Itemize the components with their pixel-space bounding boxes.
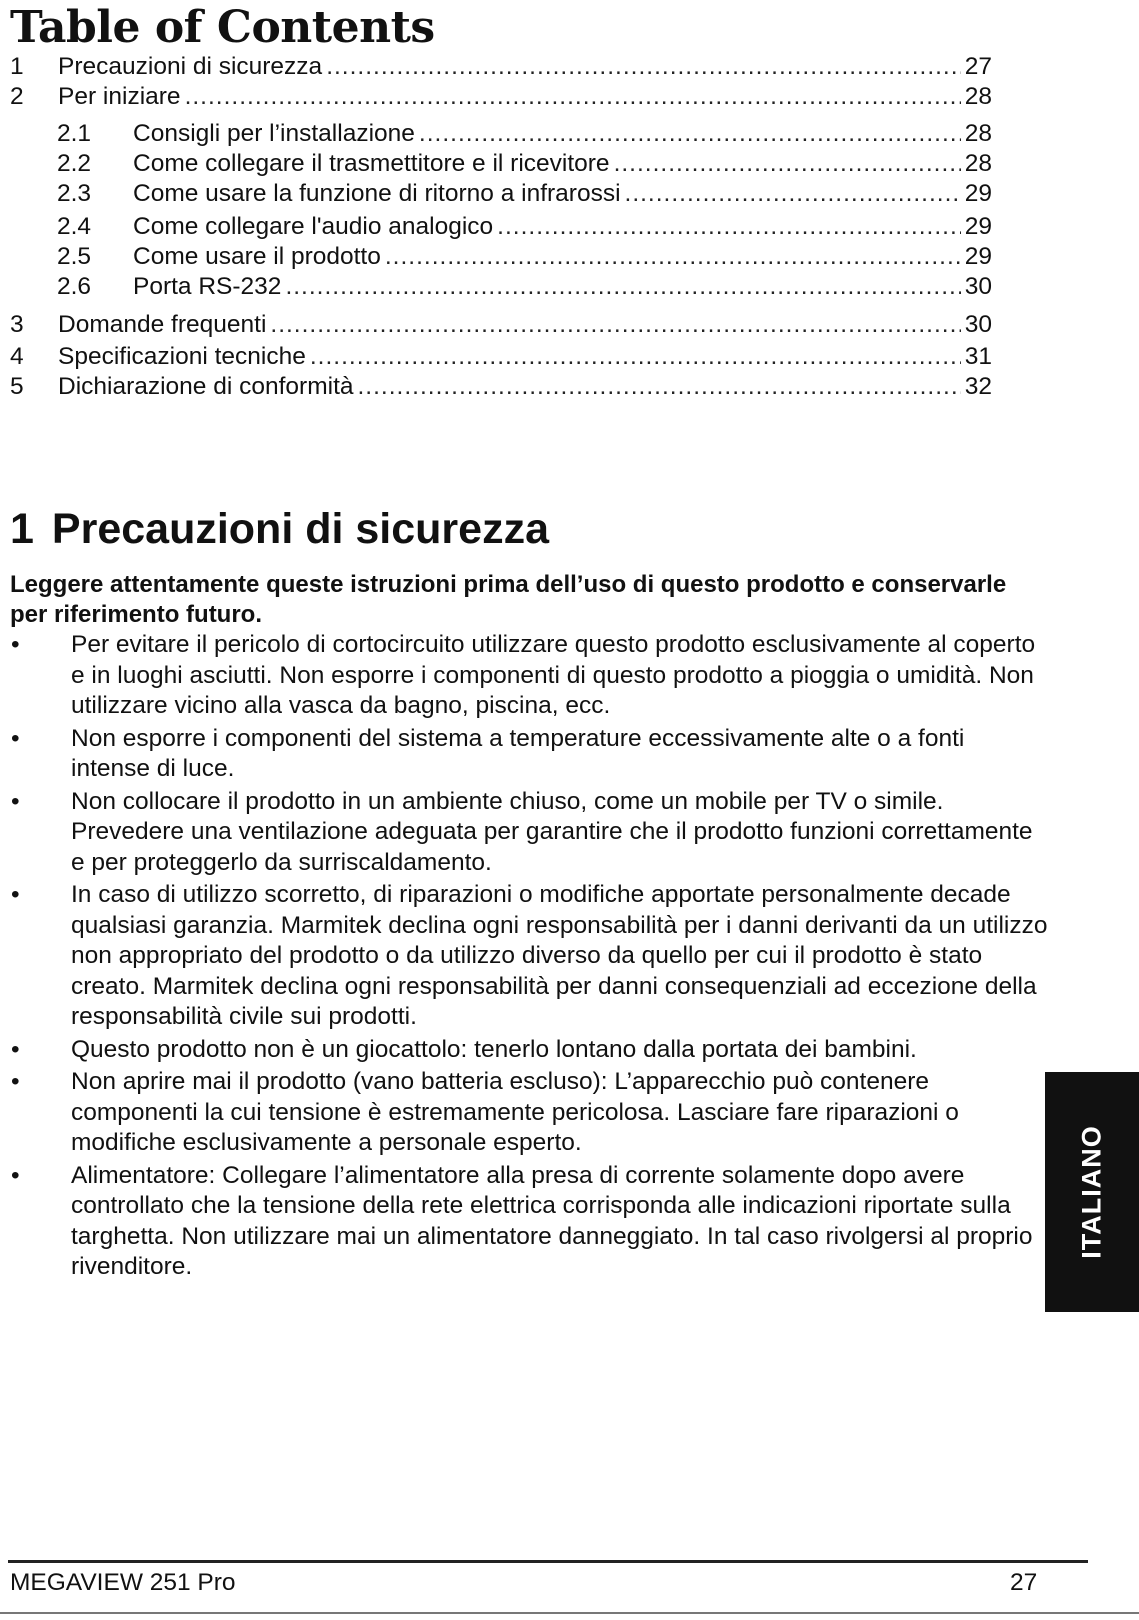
toc-entry — [10, 52, 992, 82]
list-item — [10, 787, 1050, 879]
section-number: 1 — [10, 505, 34, 553]
footer-divider — [8, 1560, 1088, 1563]
toc-entry-title: Come collegare il trasmettitore e il ricevitore — [133, 150, 610, 177]
toc-dot-leader — [270, 310, 960, 340]
list-item — [10, 1035, 1050, 1066]
list-item-text: Alimentatore: Collegare l’alimentatore alla presa di corrente solamente dopo avere controllato che la tensione della rete elettrica corrisponda alle indicazioni riportate sulla targhetta. Non utilizzare mai un alimentatore danneggiato. In tal caso rivolgersi al proprio rivenditore. — [71, 1161, 1033, 1280]
list-item-text: Non collocare il prodotto in un ambiente chiuso, come un mobile per TV o simile. Prevedere una ventilazione adeguata per garantire che il prodotto funzioni correttamente e per proteggerlo da surriscaldamento. — [71, 787, 1033, 876]
bullet-icon: • — [11, 1035, 20, 1063]
toc-entry-number: 4 — [10, 343, 24, 370]
toc-entry-title: Per iniziare — [58, 83, 181, 110]
footer-product-name: MEGAVIEW 251 Pro — [10, 1569, 236, 1596]
toc-entry-page: 28 — [964, 120, 992, 147]
section-intro: Leggere attentamente queste istruzioni prima dell’uso di questo prodotto e conservarle per riferimento futuro. — [10, 571, 1007, 628]
toc-entry-number: 2.2 — [57, 150, 92, 177]
toc-entry-title: Dichiarazione di conformità — [58, 373, 354, 400]
toc-entry-number: 2.5 — [57, 243, 92, 270]
toc-entry-title: Consigli per l’installazione — [133, 120, 415, 147]
toc-dot-leader — [625, 179, 961, 209]
toc-dot-leader — [497, 212, 961, 242]
toc-dot-leader — [419, 119, 961, 149]
toc-entry-page: 31 — [964, 343, 992, 370]
toc-entry-number: 3 — [10, 311, 24, 338]
toc-dot-leader — [185, 82, 961, 112]
toc-title: Table of Contents — [10, 2, 435, 53]
toc-entry — [57, 149, 992, 179]
toc-entry-title: Precauzioni di sicurezza — [58, 53, 323, 80]
bullet-icon: • — [11, 724, 20, 752]
list-item-text: In caso di utilizzo scorretto, di riparazioni o modifiche apportate personalmente decade qualsiasi garanzia. Marmitek declina ogni responsabilità per i danni derivanti da un utilizzo non appropriato del prodotto o da utilizzo diverso da quello per cui il prodotto è stato creato. Marmitek declina ogni responsabilità per danni consequenziali ad eccezione della responsabilità civile sui prodotti. — [71, 881, 1048, 1030]
toc-entry-page: 27 — [964, 53, 992, 80]
toc-entry-title: Specificazioni tecniche — [58, 343, 306, 370]
bullet-icon: • — [11, 1161, 20, 1189]
toc-entry-title: Domande frequenti — [58, 311, 267, 338]
list-item — [10, 630, 1050, 722]
section-title: Precauzioni di sicurezza — [51, 505, 549, 553]
footer-page-number: 27 — [1010, 1569, 1038, 1596]
toc-entry — [57, 242, 992, 272]
toc-entry-number: 2 — [10, 83, 24, 110]
toc-entry-page: 30 — [964, 273, 992, 300]
toc-entry-title: Porta RS-232 — [133, 273, 282, 300]
toc-entry-page: 28 — [964, 83, 992, 110]
page-bottom-edge — [0, 1612, 1139, 1614]
toc-entry-number: 1 — [10, 53, 24, 80]
toc-entry-page: 30 — [964, 311, 992, 338]
toc-entry — [10, 342, 992, 372]
toc-entry — [10, 310, 992, 340]
toc-entry-page: 32 — [964, 373, 992, 400]
bullet-icon: • — [11, 1068, 20, 1095]
language-tab — [1045, 1072, 1139, 1312]
toc-dot-leader — [385, 242, 961, 272]
toc-entry-title: Come usare la funzione di ritorno a infrarossi — [133, 180, 621, 207]
safety-bullet-list — [10, 630, 1050, 1285]
bullet-icon: • — [11, 631, 20, 658]
toc-entry — [57, 119, 992, 149]
toc-entry — [57, 272, 992, 302]
toc-entry-page: 28 — [964, 150, 992, 177]
toc-entry-number: 2.4 — [57, 213, 92, 240]
list-item-text: Questo prodotto non è un giocattolo: tenerlo lontano dalla portata dei bambini. — [71, 1035, 917, 1063]
toc-entry — [57, 212, 992, 242]
toc-entry-title: Come collegare l'audio analogico — [133, 213, 494, 240]
toc-entry-page: 29 — [964, 243, 992, 270]
toc-entry-number: 2.3 — [57, 180, 92, 207]
bullet-icon: • — [11, 881, 20, 908]
toc-entry — [10, 82, 992, 112]
list-item — [10, 724, 1050, 785]
toc-dot-leader — [614, 149, 961, 179]
bullet-icon: • — [11, 787, 20, 815]
list-item — [10, 1067, 1050, 1159]
list-item-text: Per evitare il pericolo di cortocircuito utilizzare questo prodotto esclusivamente al coperto e in luoghi asciutti. Non esporre i componenti di questo prodotto a pioggia o umidità. Non utilizzare vicino alla vasca da bagno, piscina, ecc. — [71, 631, 1036, 719]
toc-dot-leader — [326, 52, 961, 82]
toc-entry — [10, 372, 992, 402]
toc-entry-number: 2.6 — [57, 273, 92, 300]
list-item-text: Non esporre i componenti del sistema a temperature eccessivamente alte o a fonti intense di luce. — [71, 724, 965, 782]
toc-entry-number: 2.1 — [57, 120, 92, 147]
toc-entry-page: 29 — [964, 180, 992, 207]
list-item — [10, 880, 1050, 1033]
toc-dot-leader — [310, 342, 961, 372]
section-heading — [10, 503, 549, 555]
toc-dot-leader — [358, 372, 961, 402]
toc-entry-title: Come usare il prodotto — [133, 243, 381, 270]
language-tab-label: ITALIANO — [1076, 1125, 1107, 1259]
toc-entry — [57, 179, 992, 209]
toc-dot-leader — [285, 272, 960, 302]
toc-entry-page: 29 — [964, 213, 992, 240]
toc-entry-number: 5 — [10, 373, 24, 400]
list-item-text: Non aprire mai il prodotto (vano batteria escluso): L’apparecchio può contenere componenti la cui tensione è estremamente pericolosa. Lasciare fare riparazioni o modifiche esclusivamente a personale esperto. — [71, 1068, 959, 1156]
list-item — [10, 1161, 1050, 1283]
